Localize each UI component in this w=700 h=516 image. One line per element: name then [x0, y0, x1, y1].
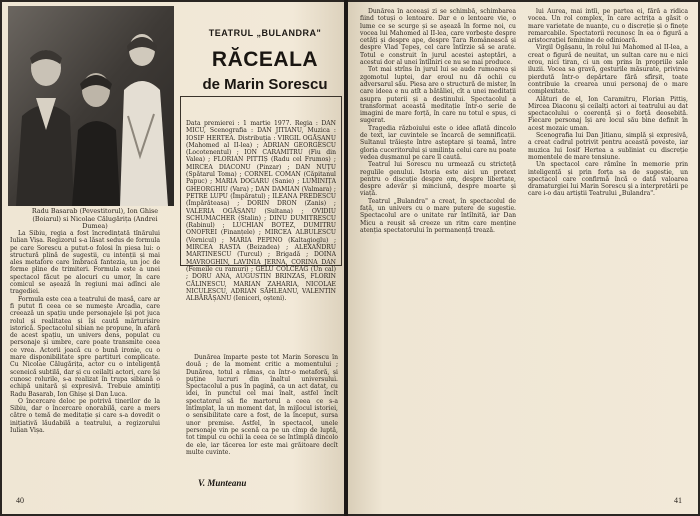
review-signature: V. Munteanu	[198, 478, 247, 488]
paragraph: lui Aurea, mai intîi, pe partea ei, fără a ridica vocea. Un rol complex, în care actrița a găsit o mare varietate de nuanțe, cu o discreție și o finețe remarcabile. Spectatorii recunosc în ea o figură a aristocrației feminine de odinioară.	[528, 8, 688, 45]
paragraph: Virgil Ogășanu, în rolul lui Mahomed al II-lea, a creat o figură de neuitat, un sultan care nu e nici erou, nici tiran, ci un om prins în propriile sale iluzii. Vocea sa gravă, gesturile măsurate, privirea pierdută într-o depărtare fără sfîrșit, toate contribuie la crearea unui personaj de o mare complexitate.	[528, 44, 688, 96]
article-author: de Marin Sorescu	[202, 76, 328, 93]
paragraph: Alături de el, Ion Caramitru, Florian Pittiș, Mircea Diaconu și ceilalți actori ai teatrului au dat spectacolului o coerență și o forță deosebită. Fiecare personaj își are locul său bine definit în acest mozaic uman.	[528, 95, 688, 132]
photo-image	[8, 6, 174, 206]
right-column-2	[528, 8, 688, 478]
production-photo	[8, 6, 174, 206]
paragraph: Tot mai strîns în jurul lui se aude rumoarea și zgomotul luptei, dar eroul nu dă ochii cu adversarul său. Piesa are o structură de mister, în care ideea e nu atît a bătăliei, cît a unei meditații asupra puterii și a destinului. Spectacolul a transformat această meditație într-o serie de imagini de mare forță, în care nu totul e spus, ci sugerat.	[360, 66, 516, 125]
production-credits: Data premierei : 1 martie 1977. Regia : DAN MICU, Scenografia : DAN JITIANU, Muzica : IOSIF HERTEA. Distribuția : VIRGIL OGĂȘANU (Mahomed al II-lea) ; ADRIAN GEORGESCU (Locotenentul) ; ION CARAMITRU (Fiu din Valea) ; FLORIAN PITTIȘ (Radu cel Frumos) ; MIRCEA DIACONU (Pinzar) ; DAN NUȚU (Spătarul Toma) ; CORNEL COMAN (Căpitanul Papuc) ; MARIA DOGARU (Sanie) ; LUMINIȚA GHEORGHIU (Vara) ; DAN DAMIAN (Valmara) ; PETRE LUPU (Împăratul) ; ILEANA PREDESCU (Împărăteasa) ; DORIN DRON (Zanis) ; VALERIA OGĂȘANU (Sultana) ; OVIDIU SCHUMACHER (Stalin) ; DINU DUMITRESCU (Rabinul) ; LUCHIAN BOTEZ, DUMITRU ONOFREI (Finanțele) ; MIRCEA ALBULESCU (Vornicul) ; MARIA PEPINO (Kaltagioglu) ; MIRCEA RASTA (Beizadea) ; ALEXANDRU MARTINESCU (Turcul) ; Brigadă ; DOINA MAVROGHIN, LAVINIA JERNA, CORINA DAN (Femeile cu ramuri) ; GELU COLCEAG (Un cal) ; DORU ANA, AUGUSTIN BRINZAS, FLORIN CĂLINESCU, MARIAN ZAHARIA, NICOLAE NICULESCU, ADRIAN SĂHLEANU, VALENTIN ALBĂRĂȘANU (Ieniceri, oșteni).	[186, 120, 336, 303]
paragraph: Dunărea împarte peste tot Marin Sorescu în două ; de la moment critic a momentului ; Dunărea, totul a rămas, ca într-o metaforă, și puține lucruri din înaltul universului. Spectacolul a pus în pagină, ca un act datat, cu idei, în punctul cel mai înalt, astfel încît spectatorul să fie martorul a ceea ce s-a întîmplat, la un moment dat, în mijlocul istoriei, o sensibilitate care a fost, de la început, sursa unor premise. Astfel, în spectacol, unele personaje vin pe scenă ca pe un cîmp de luptă, tot timpul cu ochii la ceea ce se întîmplă dincolo de ele, iar tăcerea lor este mai grăitoare decît multe cuvinte.	[186, 354, 338, 456]
left-page	[2, 2, 344, 514]
paragraph: O încercare deloc pe potrivă tinerilor de la Sibiu, dar o încercare onorabilă, care a mers către o temă de meditație și care s-a dovedit o inițiativă lăudabilă a teatrului, a regizorului Iulian Vișa.	[10, 397, 160, 435]
paragraph: Formula este cea a teatrului de masă, care ar fi putut fi ceea ce se numește Arcadia, care creează un spațiu unde personajele își pot juca rolul și realitatea și își caută mărturisire istorică. Spectacolul sibian ne propune, în afară de acest spațiu, un univers dens, populat cu personaje și umbre, care poate transmite ceea ce vrea. Actorii joacă cu o bună ironie, cu o mare disponibilitate spre partituri complicate. Cu Nicolae Călugărița, actor cu o inteligență sceneică subtilă, dar și cu ceilalți actori, care își cunosc rolurile, s-a realizat în trupa sibiană o echipă unitară și expresivă. Trebuie amintiți Radu Basarab, Ion Ghișe și Dan Luca.	[10, 295, 160, 398]
photo-caption: Radu Basarab (Pevestitorul), Ion Ghise (Boiarul) si Nicolae Călugărița (Andrei Dumea)	[31, 207, 159, 231]
paragraph: Scenografia lui Dan Jitianu, simplă și expresivă, a creat cadrul potrivit pentru această poveste, iar muzica lui Iosif Hertea a subliniat cu discreție momentele de mare tensiune.	[528, 132, 688, 161]
left-column-text	[10, 230, 160, 478]
page-number-left: 40	[16, 496, 24, 505]
paragraph: Tragedia războiului este o idee aflată dincolo de text, iar cuvintele se încarcă de semnificații. Sultanul trăiește între așteptare și teamă, între gloria cuceritorului și umilința celui care nu poate vedea dușmanul pe care îl caută.	[360, 124, 516, 161]
paragraph: La Sibiu, regia a fost încredințată tînărului Iulian Vișa. Regizorul s-a lăsat sedus de formula pe care Sorescu a putut-o folosi în piesa lui: o structură plină de sugestii, cu intenții și mai ales metafore care îmbracă fantezia, un joc de forme pline de trimiteri. Formula este a unei spectacol făcut pe alocuri cu umor, în care comicul se așează în regiuni mai adînci ale tragediei.	[10, 230, 160, 296]
article-title: RĂCEALA	[211, 48, 319, 71]
theatre-name: TEATRUL „BULANDRA"	[208, 28, 322, 38]
right-page	[348, 2, 698, 514]
page-number-right: 41	[674, 496, 682, 505]
right-column-1	[360, 8, 516, 478]
paragraph: Teatrul lui Sorescu nu urmează cu stricteță regulile genului. Istoria este aici un pretext pentru o discuție despre om, despre libertate, despre adevăr și minciună, despre moarte și viață.	[360, 161, 516, 198]
review-column-text	[186, 354, 338, 474]
paragraph: Dunărea în aceeași zi se schimbă, schimbarea fiind totuși o lentoare. Dar e o lentoare vie, o lume ce se scurge și se așează în forme noi, cu vocea lui Mahomed al II-lea, care vorbește despre cetăți și despre ape, despre Țara Românească și despre Vlad Țepeș, cel care întîrzie să se arate. Totul e construit în jurul acestei așteptări, a acestui dor al unei întîlniri ce nu se mai produce.	[360, 8, 516, 67]
paragraph: Teatrul „Bulandra" a creat, în spectacolul de față, un univers cu o mare putere de sugestie. Spectacolul are o unitate rar întîlnită, iar Dan Micu a reușit să creeze un ritm care menține atenția spectatorului în permanență trează.	[360, 197, 516, 234]
paragraph: Un spectacol care rămîne în memorie prin inteligență și prin forța sa de sugestie, un spectacol care confirmă încă o dată valoarea dramaturgiei lui Marin Sorescu și a interpretării pe care i-o dau artiștii Teatrului „Bulandra".	[528, 161, 688, 198]
